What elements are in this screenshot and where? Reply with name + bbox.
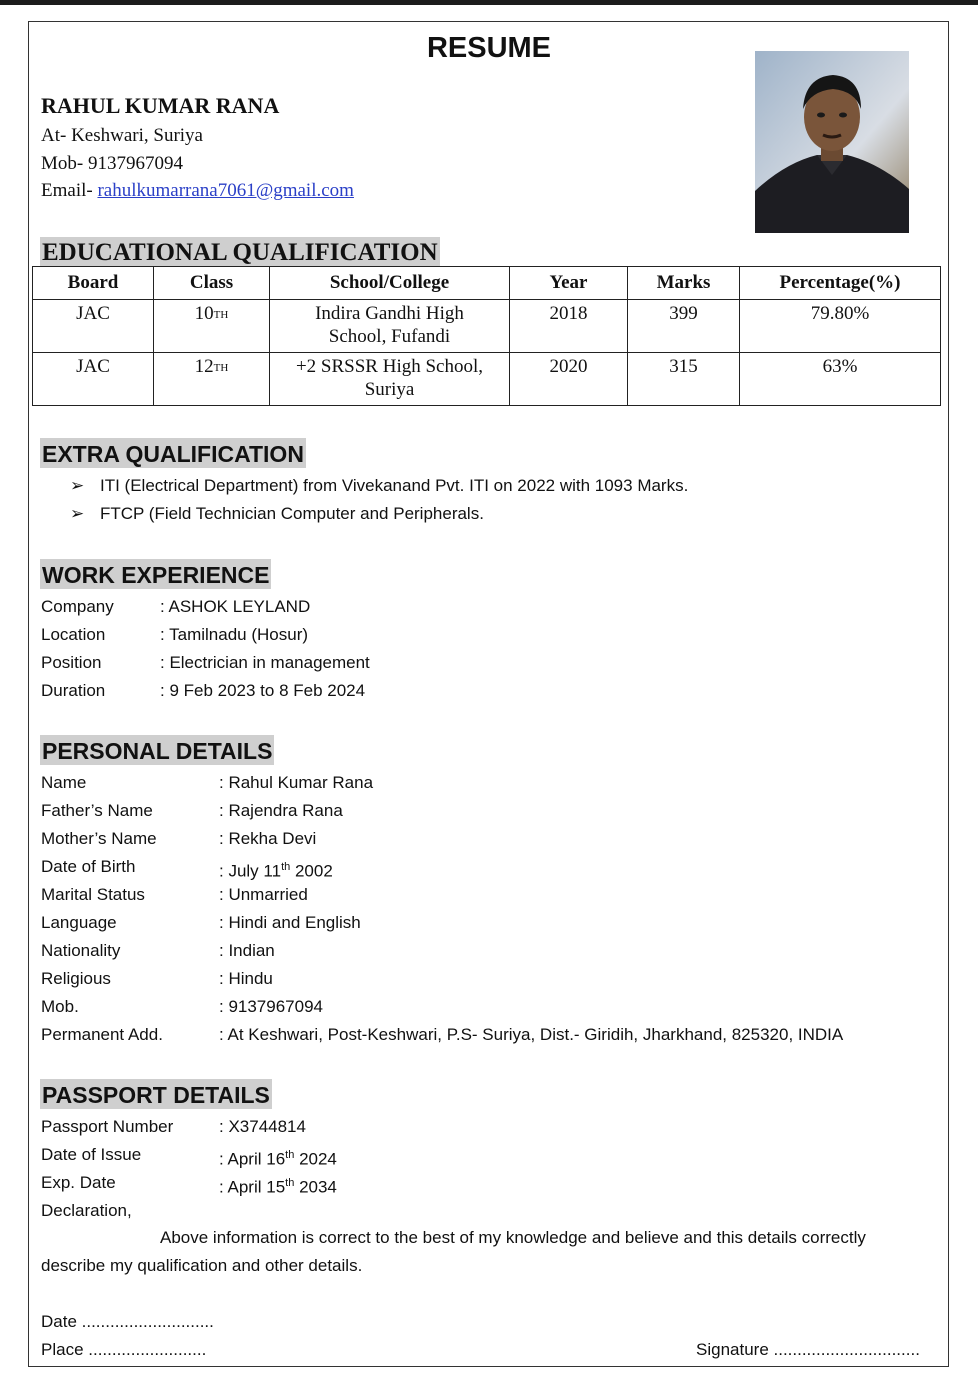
- resume-title: RESUME: [426, 32, 552, 64]
- work-experience-details: [41, 593, 641, 705]
- signature-line: Signature ...............................: [696, 1340, 920, 1359]
- education-table: [32, 266, 941, 406]
- personal-father: Father’s Name : Rajendra Rana: [41, 801, 343, 820]
- personal-dob: Date of Birth : July 11th 2002: [41, 857, 333, 881]
- passport-details: [41, 1113, 641, 1225]
- personal-details-heading: PERSONAL DETAILS: [40, 735, 274, 765]
- col-board: Board: [33, 267, 154, 300]
- passport-details-heading: PASSPORT DETAILS: [40, 1079, 272, 1109]
- cell-class: 10TH: [154, 300, 270, 353]
- personal-mother: Mother’s Name : Rekha Devi: [41, 829, 317, 848]
- education-heading: EDUCATIONAL QUALIFICATION: [42, 239, 438, 266]
- list-item: ➢ ITI (Electrical Department) from Vivekanand Pvt. ITI on 2022 with 1093 Marks.: [70, 472, 688, 500]
- extra-qualification-list: [70, 472, 688, 528]
- place-line: Place .........................: [41, 1340, 207, 1359]
- work-experience-heading: WORK EXPERIENCE: [40, 559, 271, 589]
- date-line: Date ............................: [41, 1312, 214, 1331]
- table-row: [33, 300, 941, 353]
- declaration-line-1: Above information is correct to the best of my knowledge and believe and this details correctly: [160, 1228, 866, 1247]
- arrow-bullet-icon: ➢: [70, 476, 85, 495]
- personal-nationality: Nationality : Indian: [41, 941, 275, 960]
- declaration-line-2: describe my qualification and other details.: [41, 1256, 363, 1275]
- email-link[interactable]: rahulkumarrana7061@gmail.com: [97, 180, 354, 201]
- personal-religious: Religious : Hindu: [41, 969, 273, 988]
- cell-marks: 315: [628, 353, 740, 406]
- candidate-mobile: [41, 153, 183, 175]
- extra-qualification-heading: EXTRA QUALIFICATION: [40, 438, 306, 468]
- candidate-address: At- Keshwari, Suriya: [41, 125, 203, 146]
- col-year: Year: [510, 267, 628, 300]
- education-header-row: [33, 267, 941, 300]
- work-company: Company : ASHOK LEYLAND: [41, 597, 311, 616]
- person-photo-icon: [755, 51, 909, 233]
- cell-percentage: 79.80%: [740, 300, 941, 353]
- mobile-number: 9137967094: [87, 153, 183, 174]
- col-class: Class: [154, 267, 270, 300]
- candidate-name: RAHUL KUMAR RANA: [41, 93, 280, 118]
- cell-year: 2020: [510, 353, 628, 406]
- top-border: [0, 0, 978, 5]
- passport-number: Passport Number : X3744814: [41, 1117, 306, 1136]
- email-label: Email-: [41, 180, 98, 201]
- work-location: Location : Tamilnadu (Hosur): [41, 625, 309, 644]
- cell-marks: 399: [628, 300, 740, 353]
- personal-marital: Marital Status : Unmarried: [41, 885, 308, 904]
- profile-photo: [755, 51, 909, 233]
- work-duration: Duration : 9 Feb 2023 to 8 Feb 2024: [41, 681, 366, 700]
- cell-school: Indira Gandhi High School, Fufandi: [270, 300, 510, 353]
- personal-address: Permanent Add. : At Keshwari, Post-Keshwari, P.S- Suriya, Dist.- Giridih, Jharkhand, 825320, INDIA: [41, 1025, 844, 1044]
- passport-issue-date: Date of Issue : April 16th 2024: [41, 1145, 337, 1169]
- col-marks: Marks: [628, 267, 740, 300]
- col-school: School/College: [270, 267, 510, 300]
- candidate-email: [41, 180, 354, 202]
- table-row: [33, 353, 941, 406]
- cell-board: JAC: [33, 353, 154, 406]
- cell-year: 2018: [510, 300, 628, 353]
- col-percentage: Percentage(%): [740, 267, 941, 300]
- list-item: ➢ FTCP (Field Technician Computer and Peripherals.: [70, 500, 688, 528]
- cell-board: JAC: [33, 300, 154, 353]
- work-position: Position : Electrician in management: [41, 653, 370, 672]
- personal-name: Name : Rahul Kumar Rana: [41, 773, 374, 792]
- passport-exp-date: Exp. Date : April 15th 2034: [41, 1173, 337, 1197]
- arrow-bullet-icon: ➢: [70, 504, 85, 523]
- cell-percentage: 63%: [740, 353, 941, 406]
- mobile-label: Mob-: [41, 153, 88, 174]
- cell-school: +2 SRSSR High School, Suriya: [270, 353, 510, 406]
- personal-details: [41, 769, 941, 1049]
- cell-class: 12TH: [154, 353, 270, 406]
- personal-mob: Mob. : 9137967094: [41, 997, 323, 1016]
- declaration-heading: Declaration,: [41, 1201, 132, 1220]
- personal-language: Language : Hindi and English: [41, 913, 361, 932]
